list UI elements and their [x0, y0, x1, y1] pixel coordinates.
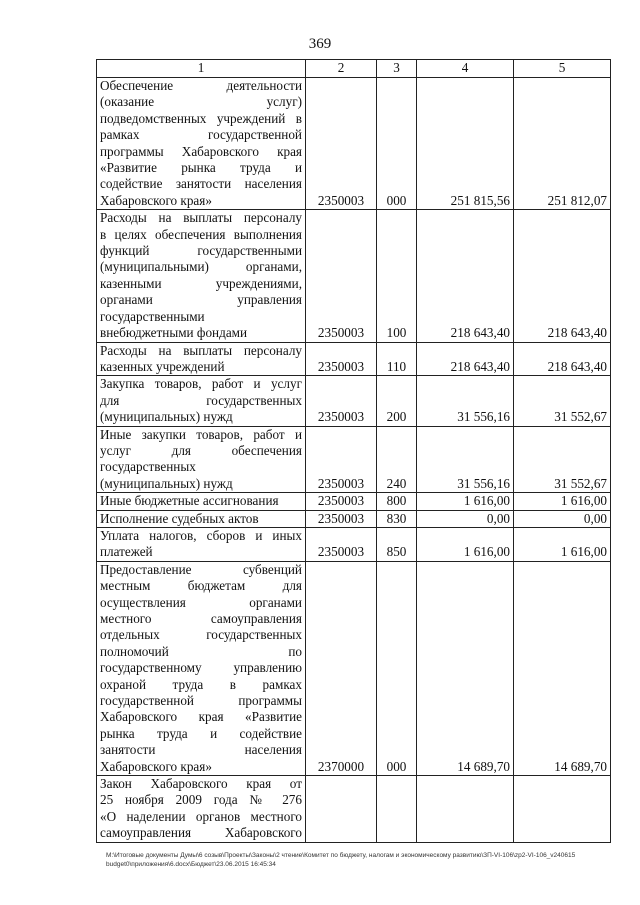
description-line: Хабаровского края»: [100, 758, 212, 774]
row-amount-actual: 31 552,67: [514, 376, 611, 426]
description-line: «О наделении органов местного: [100, 808, 302, 824]
description-line: (муниципальных) нужд: [100, 475, 233, 491]
page-number: 369: [308, 36, 332, 52]
description-line: государственной программы: [100, 693, 302, 709]
description-line: охраной труда в рамках: [100, 676, 302, 692]
description-line: органами управления: [100, 292, 302, 308]
row-description: [97, 78, 306, 210]
table-row: [97, 776, 611, 843]
description-line: Уплата налогов, сборов и иных: [100, 527, 302, 543]
row-amount-actual: 14 689,70: [514, 561, 611, 775]
row-amount-plan: 14 689,70: [417, 561, 514, 775]
row-amount-actual: 0,00: [514, 510, 611, 527]
row-expense-type: 240: [377, 426, 417, 493]
row-target-code: 2350003: [306, 527, 377, 561]
description-line: (муниципальных) нужд: [100, 409, 233, 425]
description-line: (муниципальными) органами,: [100, 259, 302, 275]
description-line: государственными: [100, 308, 205, 324]
description-line: государственному управлению: [100, 660, 302, 676]
header-col-2: 2: [306, 60, 377, 78]
description-line: Иные бюджетные ассигнования: [100, 493, 279, 509]
row-description: [97, 342, 306, 376]
description-line: Закупка товаров, работ и услуг: [100, 376, 302, 392]
table-row: [97, 561, 611, 775]
row-amount-plan: 218 643,40: [417, 342, 514, 376]
row-description: [97, 426, 306, 493]
description-line: подведомственных учреждений в: [100, 110, 302, 126]
row-amount-actual: 1 616,00: [514, 493, 611, 510]
table-row: [97, 493, 611, 510]
description-line: местного самоуправления: [100, 611, 302, 626]
description-line: Расходы на выплаты персоналу: [100, 342, 302, 358]
description-line: Хабаровского края «Развитие: [100, 709, 302, 725]
row-target-code: [306, 776, 377, 843]
header-col-3: 3: [377, 60, 417, 78]
table-header-row: [97, 60, 611, 78]
description-line: осуществления органами: [100, 594, 302, 610]
description-line: казенными учреждениями,: [100, 275, 302, 291]
description-line: казенных учреждений: [100, 358, 225, 374]
row-expense-type: 000: [377, 78, 417, 210]
row-target-code: 2350003: [306, 78, 377, 210]
description-line: внебюджетными фондами: [100, 325, 248, 341]
table-row: [97, 426, 611, 493]
row-expense-type: 100: [377, 210, 417, 342]
row-description: [97, 493, 306, 510]
row-amount-actual: 218 643,40: [514, 342, 611, 376]
description-line: Хабаровского края»: [100, 192, 212, 208]
table-row: [97, 342, 611, 376]
description-line: «Развитие рынка труда и: [100, 160, 302, 176]
row-amount-plan: 218 643,40: [417, 210, 514, 342]
header-col-5: 5: [514, 60, 611, 78]
description-line: в целях обеспечения выполнения: [100, 226, 302, 242]
description-line: Исполнение судебных актов: [100, 510, 259, 526]
footer-file-path: М:\Итоговые документы Думы\6 созыв\Проекты\Законы\2 чтение\Комитет по бюджету, налогам и экономическому развитию\ЗП-VI-106\zp2-VI-106_v240615 budget0\приложения\6.docx\Бюджет\23.06.2015 16:45:34: [106, 852, 576, 868]
table-row: [97, 527, 611, 561]
description-line: полномочий по: [100, 643, 302, 659]
row-description: [97, 210, 306, 342]
table-row: [97, 210, 611, 342]
row-amount-plan: 0,00: [417, 510, 514, 527]
row-amount-plan: 31 556,16: [417, 376, 514, 426]
row-expense-type: 800: [377, 493, 417, 510]
description-line: 25 ноября 2009 года № 276: [100, 792, 302, 808]
row-amount-plan: 251 815,56: [417, 78, 514, 210]
header-col-1: 1: [97, 60, 306, 78]
description-line: Расходы на выплаты персоналу: [100, 210, 302, 226]
row-description: [97, 376, 306, 426]
description-line: государственных: [100, 459, 196, 475]
description-line: рынка труда и содействие: [100, 725, 302, 741]
row-amount-plan: [417, 776, 514, 843]
header-col-4: 4: [417, 60, 514, 78]
description-line: самоуправления Хабаровского: [100, 825, 302, 841]
table-row: [97, 376, 611, 426]
row-description: [97, 561, 306, 775]
row-description: [97, 527, 306, 561]
description-line: для государственных: [100, 392, 302, 408]
description-line: программы Хабаровского края: [100, 143, 302, 159]
row-target-code: 2350003: [306, 493, 377, 510]
row-description: [97, 510, 306, 527]
row-expense-type: 110: [377, 342, 417, 376]
description-line: местным бюджетам для: [100, 578, 302, 594]
budget-table: [96, 59, 611, 843]
row-expense-type: 000: [377, 561, 417, 775]
row-description: [97, 776, 306, 843]
description-line: услуг для обеспечения: [100, 442, 302, 458]
description-line: платежей: [100, 544, 153, 560]
description-line: отдельных государственных: [100, 627, 302, 643]
description-line: Закон Хабаровского края от: [100, 776, 302, 792]
row-target-code: 2350003: [306, 342, 377, 376]
row-expense-type: 200: [377, 376, 417, 426]
description-line: Иные закупки товаров, работ и: [100, 426, 302, 442]
row-expense-type: 850: [377, 527, 417, 561]
row-amount-plan: 1 616,00: [417, 527, 514, 561]
table-row: [97, 510, 611, 527]
row-target-code: 2350003: [306, 376, 377, 426]
row-amount-actual: [514, 776, 611, 843]
row-amount-plan: 1 616,00: [417, 493, 514, 510]
description-line: (оказание услуг): [100, 94, 302, 110]
row-target-code: 2350003: [306, 510, 377, 527]
description-line: содействие занятости населения: [100, 176, 302, 192]
description-line: Предоставление субвенций: [100, 561, 302, 577]
description-line: занятости населения: [100, 742, 302, 758]
row-amount-actual: 218 643,40: [514, 210, 611, 342]
row-amount-plan: 31 556,16: [417, 426, 514, 493]
row-expense-type: 830: [377, 510, 417, 527]
row-amount-actual: 31 552,67: [514, 426, 611, 493]
row-target-code: 2350003: [306, 210, 377, 342]
row-expense-type: [377, 776, 417, 843]
row-target-code: 2350003: [306, 426, 377, 493]
table-row: [97, 78, 611, 210]
row-target-code: 2370000: [306, 561, 377, 775]
description-line: Обеспечение деятельности: [100, 78, 302, 93]
row-amount-actual: 251 812,07: [514, 78, 611, 210]
description-line: рамках государственной: [100, 127, 302, 143]
row-amount-actual: 1 616,00: [514, 527, 611, 561]
description-line: функций государственными: [100, 243, 302, 259]
